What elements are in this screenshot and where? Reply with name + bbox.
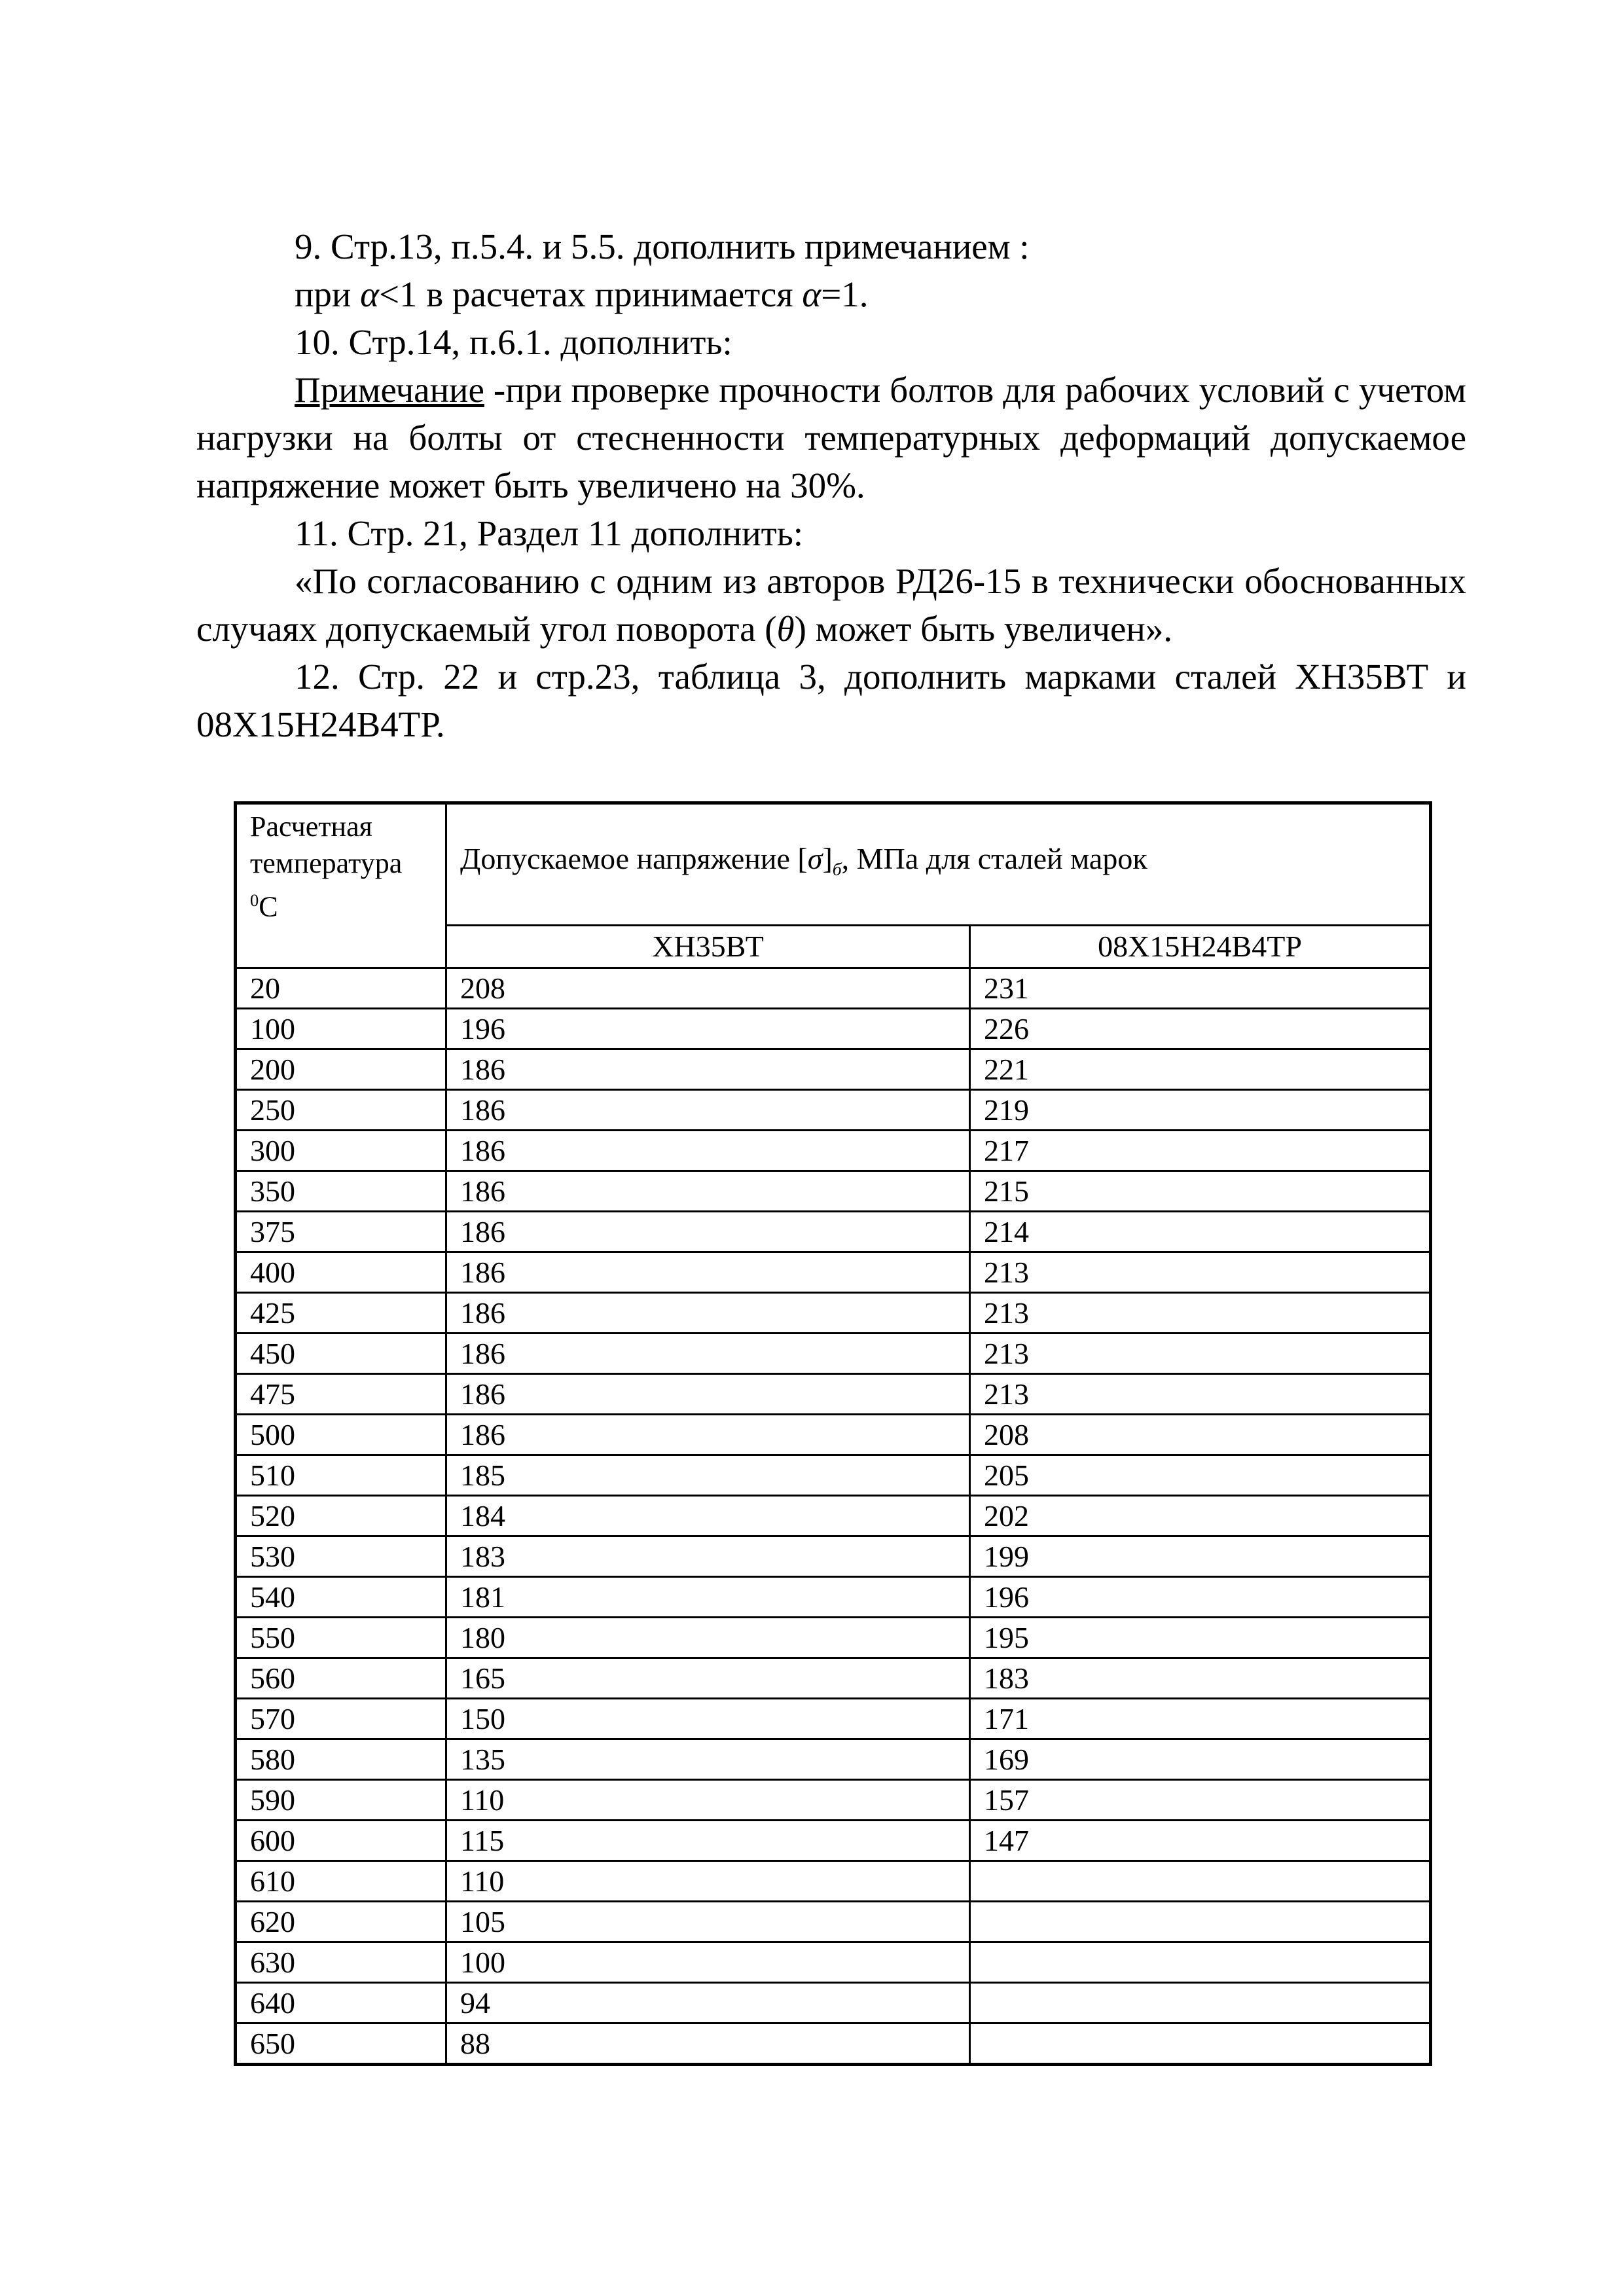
cell-temperature: 350 bbox=[236, 1171, 446, 1212]
cell-temperature: 510 bbox=[236, 1455, 446, 1496]
cell-stress-08x15n24v4tr: 183 bbox=[970, 1658, 1431, 1699]
table-row bbox=[236, 1861, 1431, 1902]
table-row bbox=[236, 1699, 1431, 1739]
cell-stress-08x15n24v4tr: 169 bbox=[970, 1739, 1431, 1780]
table-body bbox=[236, 968, 1431, 2065]
item-9-note bbox=[196, 270, 1466, 318]
note-label: Примечание bbox=[295, 370, 484, 410]
table-row bbox=[236, 1536, 1431, 1577]
cell-stress-08x15n24v4tr bbox=[970, 2023, 1431, 2065]
cell-stress-xn35vt: 88 bbox=[446, 2023, 970, 2065]
table-row bbox=[236, 1374, 1431, 1415]
cell-stress-xn35vt: 186 bbox=[446, 1212, 970, 1252]
header-temp-line1: Расчетная bbox=[250, 810, 372, 843]
item-10 bbox=[196, 318, 1466, 366]
cell-stress-08x15n24v4tr: 196 bbox=[970, 1577, 1431, 1618]
cell-stress-08x15n24v4tr: 195 bbox=[970, 1618, 1431, 1658]
cell-stress-xn35vt: 185 bbox=[446, 1455, 970, 1496]
cell-stress-xn35vt: 165 bbox=[446, 1658, 970, 1699]
cell-temperature: 600 bbox=[236, 1821, 446, 1861]
cell-stress-xn35vt: 150 bbox=[446, 1699, 970, 1739]
table-row bbox=[236, 1983, 1431, 2023]
item-10-text: 10. Стр.14, п.6.1. дополнить: bbox=[295, 322, 732, 362]
table-row bbox=[236, 1658, 1431, 1699]
cell-temperature: 640 bbox=[236, 1983, 446, 2023]
table-row bbox=[236, 1049, 1431, 1090]
cell-stress-xn35vt: 135 bbox=[446, 1739, 970, 1780]
item-9-note-prefix: при bbox=[295, 274, 361, 314]
cell-stress-08x15n24v4tr bbox=[970, 1902, 1431, 1942]
table-row bbox=[236, 1252, 1431, 1293]
degree-sup: 0 bbox=[250, 890, 259, 910]
document-body bbox=[196, 223, 1466, 748]
cell-stress-xn35vt: 110 bbox=[446, 1861, 970, 1902]
alpha-symbol: α bbox=[360, 274, 379, 314]
cell-stress-xn35vt: 184 bbox=[446, 1496, 970, 1536]
cell-stress-xn35vt: 110 bbox=[446, 1780, 970, 1821]
cell-temperature: 250 bbox=[236, 1090, 446, 1131]
header-main-bracket: ] bbox=[822, 842, 833, 876]
table-row bbox=[236, 2023, 1431, 2065]
cell-stress-08x15n24v4tr: 157 bbox=[970, 1780, 1431, 1821]
note-text: -при проверке прочности болтов для рабочих условий с учетом нагрузки на болты от стесненности температурных деформаций допускаемое напряжение может быть увеличено на 30%. bbox=[196, 370, 1466, 505]
table-row bbox=[236, 1293, 1431, 1334]
allowable-stress-table bbox=[234, 801, 1432, 2066]
cell-stress-xn35vt: 186 bbox=[446, 1334, 970, 1374]
cell-stress-xn35vt: 186 bbox=[446, 1090, 970, 1131]
item-11 bbox=[196, 509, 1466, 557]
item-9-note-mid: <1 в расчетах принимается bbox=[379, 274, 803, 314]
table-row bbox=[236, 1618, 1431, 1658]
item-10-note bbox=[196, 366, 1466, 509]
table-row bbox=[236, 1415, 1431, 1455]
theta-symbol: θ bbox=[776, 609, 795, 649]
cell-stress-08x15n24v4tr: 213 bbox=[970, 1252, 1431, 1293]
table-row bbox=[236, 1780, 1431, 1821]
sigma-symbol: σ bbox=[807, 842, 823, 876]
cell-temperature: 475 bbox=[236, 1374, 446, 1415]
cell-temperature: 500 bbox=[236, 1415, 446, 1455]
cell-stress-08x15n24v4tr: 208 bbox=[970, 1415, 1431, 1455]
cell-temperature: 300 bbox=[236, 1131, 446, 1171]
cell-stress-xn35vt: 208 bbox=[446, 968, 970, 1009]
cell-temperature: 630 bbox=[236, 1942, 446, 1983]
cell-stress-08x15n24v4tr: 213 bbox=[970, 1334, 1431, 1374]
header-steel-1: ХН35ВТ bbox=[446, 926, 970, 968]
cell-stress-xn35vt: 94 bbox=[446, 1983, 970, 2023]
cell-stress-xn35vt: 186 bbox=[446, 1171, 970, 1212]
cell-stress-xn35vt: 186 bbox=[446, 1252, 970, 1293]
cell-stress-08x15n24v4tr: 221 bbox=[970, 1049, 1431, 1090]
cell-stress-08x15n24v4tr: 217 bbox=[970, 1131, 1431, 1171]
cell-temperature: 580 bbox=[236, 1739, 446, 1780]
quote-end: ) может быть увеличен». bbox=[794, 609, 1173, 649]
item-9 bbox=[196, 223, 1466, 270]
cell-stress-08x15n24v4tr: 219 bbox=[970, 1090, 1431, 1131]
cell-stress-08x15n24v4tr bbox=[970, 1861, 1431, 1902]
cell-temperature: 450 bbox=[236, 1334, 446, 1374]
table-row bbox=[236, 1739, 1431, 1780]
table-row bbox=[236, 1334, 1431, 1374]
table-row bbox=[236, 1090, 1431, 1131]
item-11-quote bbox=[196, 557, 1466, 653]
cell-stress-xn35vt: 186 bbox=[446, 1415, 970, 1455]
cell-stress-xn35vt: 105 bbox=[446, 1902, 970, 1942]
table-row bbox=[236, 1577, 1431, 1618]
cell-stress-xn35vt: 196 bbox=[446, 1009, 970, 1049]
header-allowable-stress bbox=[446, 803, 1431, 926]
cell-stress-08x15n24v4tr: 231 bbox=[970, 968, 1431, 1009]
header-steel-2: 08Х15Н24В4ТР bbox=[970, 926, 1431, 968]
cell-stress-08x15n24v4tr: 226 bbox=[970, 1009, 1431, 1049]
header-temp-line2: температура bbox=[250, 847, 403, 879]
header-main-suffix: , МПа для сталей марок bbox=[841, 842, 1147, 876]
cell-stress-08x15n24v4tr bbox=[970, 1983, 1431, 2023]
cell-stress-xn35vt: 181 bbox=[446, 1577, 970, 1618]
cell-stress-xn35vt: 186 bbox=[446, 1374, 970, 1415]
cell-temperature: 650 bbox=[236, 2023, 446, 2065]
item-9-note-end: =1. bbox=[821, 274, 869, 314]
table-row bbox=[236, 1171, 1431, 1212]
cell-stress-08x15n24v4tr bbox=[970, 1942, 1431, 1983]
cell-stress-08x15n24v4tr: 147 bbox=[970, 1821, 1431, 1861]
cell-temperature: 570 bbox=[236, 1699, 446, 1739]
cell-stress-xn35vt: 100 bbox=[446, 1942, 970, 1983]
cell-stress-08x15n24v4tr: 202 bbox=[970, 1496, 1431, 1536]
cell-temperature: 530 bbox=[236, 1536, 446, 1577]
cell-stress-xn35vt: 180 bbox=[446, 1618, 970, 1658]
quote-start: «По согласованию с одним из авторов РД26-15 в технически обоснованных случаях допускаемый угол поворота ( bbox=[196, 561, 1466, 649]
sigma-subscript: б bbox=[832, 859, 842, 880]
cell-stress-xn35vt: 183 bbox=[446, 1536, 970, 1577]
cell-stress-08x15n24v4tr: 205 bbox=[970, 1455, 1431, 1496]
table-row bbox=[236, 1821, 1431, 1861]
table-row bbox=[236, 1212, 1431, 1252]
cell-temperature: 610 bbox=[236, 1861, 446, 1902]
cell-stress-08x15n24v4tr: 171 bbox=[970, 1699, 1431, 1739]
cell-stress-08x15n24v4tr: 199 bbox=[970, 1536, 1431, 1577]
cell-stress-xn35vt: 186 bbox=[446, 1293, 970, 1334]
cell-stress-08x15n24v4tr: 213 bbox=[970, 1293, 1431, 1334]
header-main-prefix: Допускаемое напряжение [ bbox=[460, 842, 808, 876]
item-11-text: 11. Стр. 21, Раздел 11 дополнить: bbox=[295, 513, 804, 553]
cell-stress-08x15n24v4tr: 214 bbox=[970, 1212, 1431, 1252]
cell-temperature: 375 bbox=[236, 1212, 446, 1252]
cell-stress-xn35vt: 186 bbox=[446, 1131, 970, 1171]
cell-stress-xn35vt: 115 bbox=[446, 1821, 970, 1861]
table-row bbox=[236, 1131, 1431, 1171]
cell-temperature: 560 bbox=[236, 1658, 446, 1699]
table-row bbox=[236, 1902, 1431, 1942]
cell-temperature: 200 bbox=[236, 1049, 446, 1090]
table-row bbox=[236, 1455, 1431, 1496]
table-row bbox=[236, 1496, 1431, 1536]
cell-temperature: 520 bbox=[236, 1496, 446, 1536]
cell-temperature: 20 bbox=[236, 968, 446, 1009]
cell-temperature: 620 bbox=[236, 1902, 446, 1942]
cell-temperature: 550 bbox=[236, 1618, 446, 1658]
header-temp-unit: С bbox=[259, 890, 278, 923]
item-12 bbox=[196, 653, 1466, 748]
cell-temperature: 400 bbox=[236, 1252, 446, 1293]
cell-temperature: 425 bbox=[236, 1293, 446, 1334]
header-temperature bbox=[236, 803, 446, 968]
cell-temperature: 590 bbox=[236, 1780, 446, 1821]
table-row bbox=[236, 1009, 1431, 1049]
cell-stress-08x15n24v4tr: 213 bbox=[970, 1374, 1431, 1415]
table-header-row bbox=[236, 803, 1431, 926]
alpha-symbol: α bbox=[802, 274, 821, 314]
cell-temperature: 540 bbox=[236, 1577, 446, 1618]
cell-stress-xn35vt: 186 bbox=[446, 1049, 970, 1090]
table-row bbox=[236, 968, 1431, 1009]
item-9-text: 9. Стр.13, п.5.4. и 5.5. дополнить примечанием : bbox=[295, 227, 1030, 266]
item-12-text: 12. Стр. 22 и стр.23, таблица 3, дополнить марками сталей ХН35ВТ и 08Х15Н24В4ТР. bbox=[196, 657, 1466, 744]
stress-table-container bbox=[234, 801, 1429, 2066]
cell-stress-08x15n24v4tr: 215 bbox=[970, 1171, 1431, 1212]
table-row bbox=[236, 1942, 1431, 1983]
cell-temperature: 100 bbox=[236, 1009, 446, 1049]
